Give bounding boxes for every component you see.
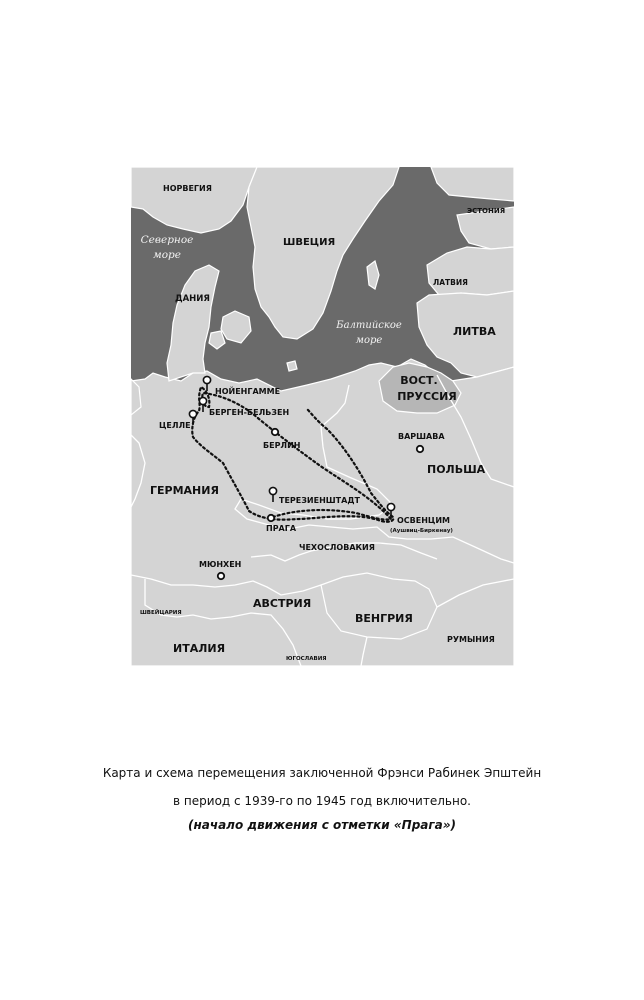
label-neuengamme: НОЙЕНГАММЕ [215,387,281,396]
city-marker-berlin [272,429,278,435]
label-celle: ЦЕЛЛЕ [159,421,191,430]
label-warsaw: ВАРШАВА [398,432,445,441]
label-auschwitz-sub: (Аушвиц-Биркенау) [390,528,453,534]
label-north-sea-2: море [153,249,181,261]
caption-line-1: Карта и схема перемещения заключенной Фрэнси Рабинек Эпштейн [102,766,542,780]
label-lithuania: ЛИТВА [453,325,496,338]
label-denmark: ДАНИЯ [175,294,210,304]
label-hungary: ВЕНГРИЯ [355,612,413,625]
route-map [131,167,514,666]
caption-line-2: в период с 1939-го по 1945 год включительно. [173,794,471,808]
label-munich: МЮНХЕН [199,560,242,569]
label-estonia: ЭСТОНИЯ [467,207,506,215]
label-east-prussia-2: ПРУССИЯ [397,390,457,403]
label-berlin: БЕРЛИН [263,441,301,450]
label-italy: ИТАЛИЯ [173,642,226,655]
label-yugoslavia: ЮГОСЛАВИЯ [286,656,327,662]
label-baltic-sea-1: Балтийское [336,320,402,331]
caption-line-3: (начало движения с отметки «Прага») [187,818,457,832]
label-auschwitz: ОСВЕНЦИМ [397,516,451,525]
label-norway: НОРВЕГИЯ [163,184,212,193]
label-latvia: ЛАТВИЯ [433,278,468,287]
city-marker-prague [268,515,274,521]
label-switzerland: ШВЕЙЦАРИЯ [140,610,182,616]
label-prague: ПРАГА [266,524,297,533]
city-marker-munich [218,573,224,579]
label-baltic-sea-2: море [355,335,383,346]
label-czechoslovakia: ЧЕХОСЛОВАКИЯ [299,543,375,552]
label-austria: АВСТРИЯ [253,597,312,610]
label-romania: РУМЫНИЯ [447,635,495,644]
label-germany: ГЕРМАНИЯ [150,484,219,497]
label-poland: ПОЛЬША [427,463,486,476]
label-theresienstadt: ТЕРЕЗИЕНШТАДТ [279,496,360,505]
label-north-sea-1: Северное [140,234,194,246]
label-east-prussia-1: ВОСТ. [400,374,438,387]
label-bergen-belsen: БЕРГЕН-БЕЛЬЗЕН [209,408,290,417]
land-bornholm [287,361,297,371]
city-marker-warsaw [417,446,423,452]
land-mainland [131,359,514,666]
label-sweden: ШВЕЦИЯ [283,237,336,248]
